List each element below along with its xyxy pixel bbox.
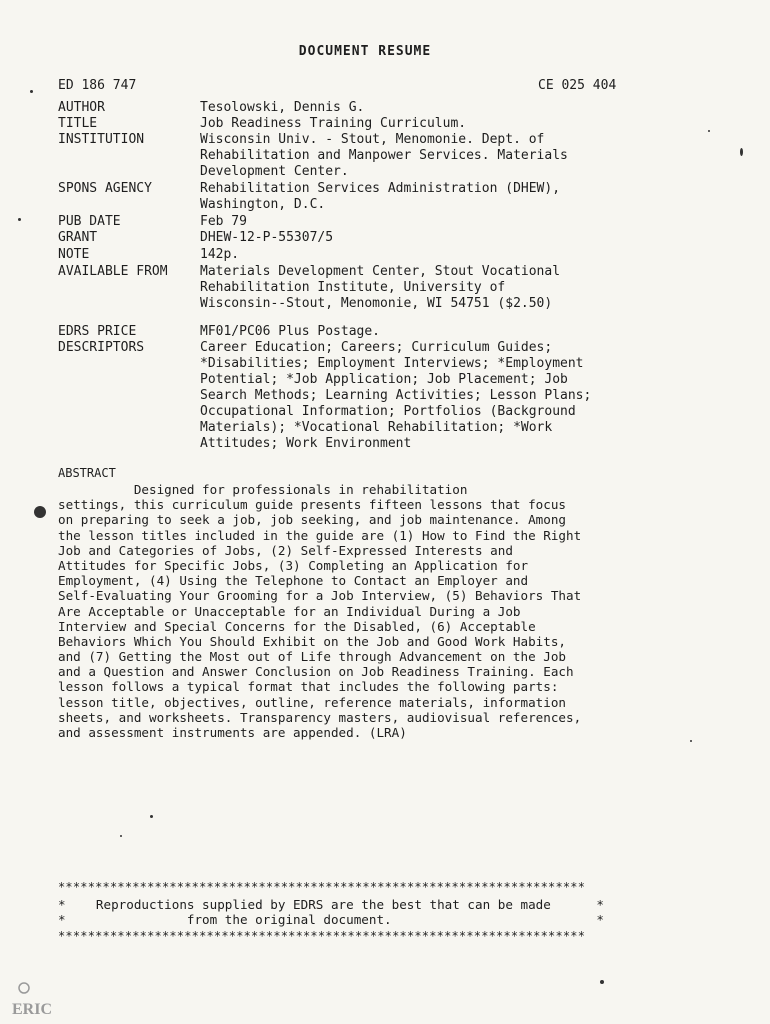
field-label: AVAILABLE FROM bbox=[58, 264, 168, 279]
field-label: TITLE bbox=[58, 116, 98, 131]
field-value-line: 142p. bbox=[200, 247, 240, 262]
abstract-line: lesson follows a typical format that includes the following parts: bbox=[58, 679, 559, 695]
abstract-line: settings, this curriculum guide presents fifteen lessons that focus bbox=[58, 497, 566, 513]
ed-number: ED 186 747 bbox=[58, 78, 137, 93]
abstract-line: lesson title, objectives, outline, reference materials, information bbox=[58, 694, 566, 710]
document-title: DOCUMENT RESUME bbox=[298, 44, 432, 59]
field-value-line: Tesolowski, Dennis G. bbox=[200, 100, 365, 115]
field-label: AUTHOR bbox=[58, 100, 105, 115]
field-value-line: Occupational Information; Portfolios (Background bbox=[200, 404, 576, 419]
abstract-line: Attitudes for Specific Jobs, (3) Completing an Application for bbox=[58, 557, 529, 573]
field-value-line: Materials Development Center, Stout Vocational bbox=[200, 264, 561, 279]
field-value bbox=[200, 100, 670, 116]
field-value bbox=[200, 264, 670, 312]
reproduction-notice-line: * Reproductions supplied by EDRS are the best that can be made * bbox=[58, 897, 604, 912]
field-value-line: DHEW-12-P-55307/5 bbox=[200, 230, 334, 245]
field-value-line: Development Center. bbox=[200, 164, 349, 179]
field-value-line: Job Readiness Training Curriculum. bbox=[200, 116, 467, 131]
field-value-line: Rehabilitation Services Administration (DHEW), bbox=[200, 181, 561, 196]
ce-number: CE 025 404 bbox=[538, 78, 617, 93]
abstract-line: Self-Evaluating Your Grooming for a Job Interview, (5) Behaviors That bbox=[58, 588, 582, 604]
scan-speck bbox=[740, 148, 743, 156]
field-value-line: Wisconsin--Stout, Menomonie, WI 54751 ($2.50) bbox=[200, 296, 553, 311]
field-value bbox=[200, 340, 670, 452]
eric-logo bbox=[10, 980, 58, 1020]
reproduction-notice-line: * from the original document. * bbox=[58, 912, 604, 927]
field-label: GRANT bbox=[58, 230, 98, 245]
abstract-line: and assessment instruments are appended. (LRA) bbox=[58, 725, 407, 740]
abstract-line: Designed for professionals in rehabilitation bbox=[58, 482, 468, 497]
footer-star-border-top: *********************************************************************** bbox=[58, 880, 586, 894]
field-value-line: Rehabilitation and Manpower Services. Materials bbox=[200, 148, 568, 163]
abstract-line: Behaviors Which You Should Exhibit on the Job and Good Work Habits, bbox=[58, 633, 566, 649]
abstract-line: on preparing to seek a job, job seeking, and job maintenance. Among bbox=[58, 512, 566, 528]
abstract-line: and (7) Getting the Most out of Life through Advancement on the Job bbox=[58, 649, 566, 665]
field-value-line: Washington, D.C. bbox=[200, 197, 326, 212]
field-value-line: Feb 79 bbox=[200, 214, 247, 229]
field-value bbox=[200, 324, 670, 340]
field-label: EDRS PRICE bbox=[58, 324, 137, 339]
field-value-line: MF01/PC06 Plus Postage. bbox=[200, 324, 381, 339]
field-label: PUB DATE bbox=[58, 214, 121, 229]
scan-speck bbox=[34, 506, 46, 518]
field-label: NOTE bbox=[58, 247, 90, 262]
eric-logo-text: ERIC bbox=[12, 1001, 53, 1018]
abstract-line: the lesson titles included in the guide are (1) How to Find the Right bbox=[58, 527, 582, 543]
field-value-line: Materials); *Vocational Rehabilitation; *Work bbox=[200, 420, 553, 435]
scan-speck bbox=[708, 130, 710, 132]
field-value-line: Attitudes; Work Environment bbox=[200, 436, 412, 451]
field-value bbox=[200, 116, 670, 132]
scan-speck bbox=[30, 90, 33, 93]
field-value-line: Search Methods; Learning Activities; Lesson Plans; bbox=[200, 388, 592, 403]
field-value-line: Potential; *Job Application; Job Placement; Job bbox=[200, 372, 568, 387]
scan-speck bbox=[600, 980, 604, 984]
abstract-line: and a Question and Answer Conclusion on Job Readiness Training. Each bbox=[58, 664, 574, 680]
abstract-line: Are Acceptable or Unacceptable for an Individual During a Job bbox=[58, 603, 521, 619]
scan-speck bbox=[690, 740, 692, 742]
field-value bbox=[200, 132, 670, 180]
abstract-line: Employment, (4) Using the Telephone to Contact an Employer and bbox=[58, 573, 529, 589]
abstract-line: Interview and Special Concerns for the Disabled, (6) Acceptable bbox=[58, 618, 536, 634]
field-value bbox=[200, 247, 670, 263]
footer-star-border-bottom: *********************************************************************** bbox=[58, 929, 586, 943]
abstract-line: Job and Categories of Jobs, (2) Self-Expressed Interests and bbox=[58, 542, 513, 558]
abstract-body bbox=[58, 482, 738, 740]
field-label: DESCRIPTORS bbox=[58, 340, 145, 355]
field-label: INSTITUTION bbox=[58, 132, 145, 147]
field-value bbox=[200, 214, 670, 230]
field-value-line: Wisconsin Univ. - Stout, Menomonie. Dept. of bbox=[200, 132, 545, 147]
field-label: SPONS AGENCY bbox=[58, 181, 152, 196]
field-value-line: Rehabilitation Institute, University of bbox=[200, 280, 506, 295]
field-value-line: *Disabilities; Employment Interviews; *Employment bbox=[200, 356, 584, 371]
scan-speck bbox=[18, 218, 21, 221]
scan-speck bbox=[120, 835, 122, 837]
field-value bbox=[200, 230, 670, 246]
abstract-label: ABSTRACT bbox=[58, 466, 116, 480]
field-value-line: Career Education; Careers; Curriculum Guides; bbox=[200, 340, 553, 355]
field-value bbox=[200, 181, 670, 213]
scan-speck bbox=[150, 815, 153, 818]
abstract-line: sheets, and worksheets. Transparency masters, audiovisual references, bbox=[58, 709, 582, 725]
